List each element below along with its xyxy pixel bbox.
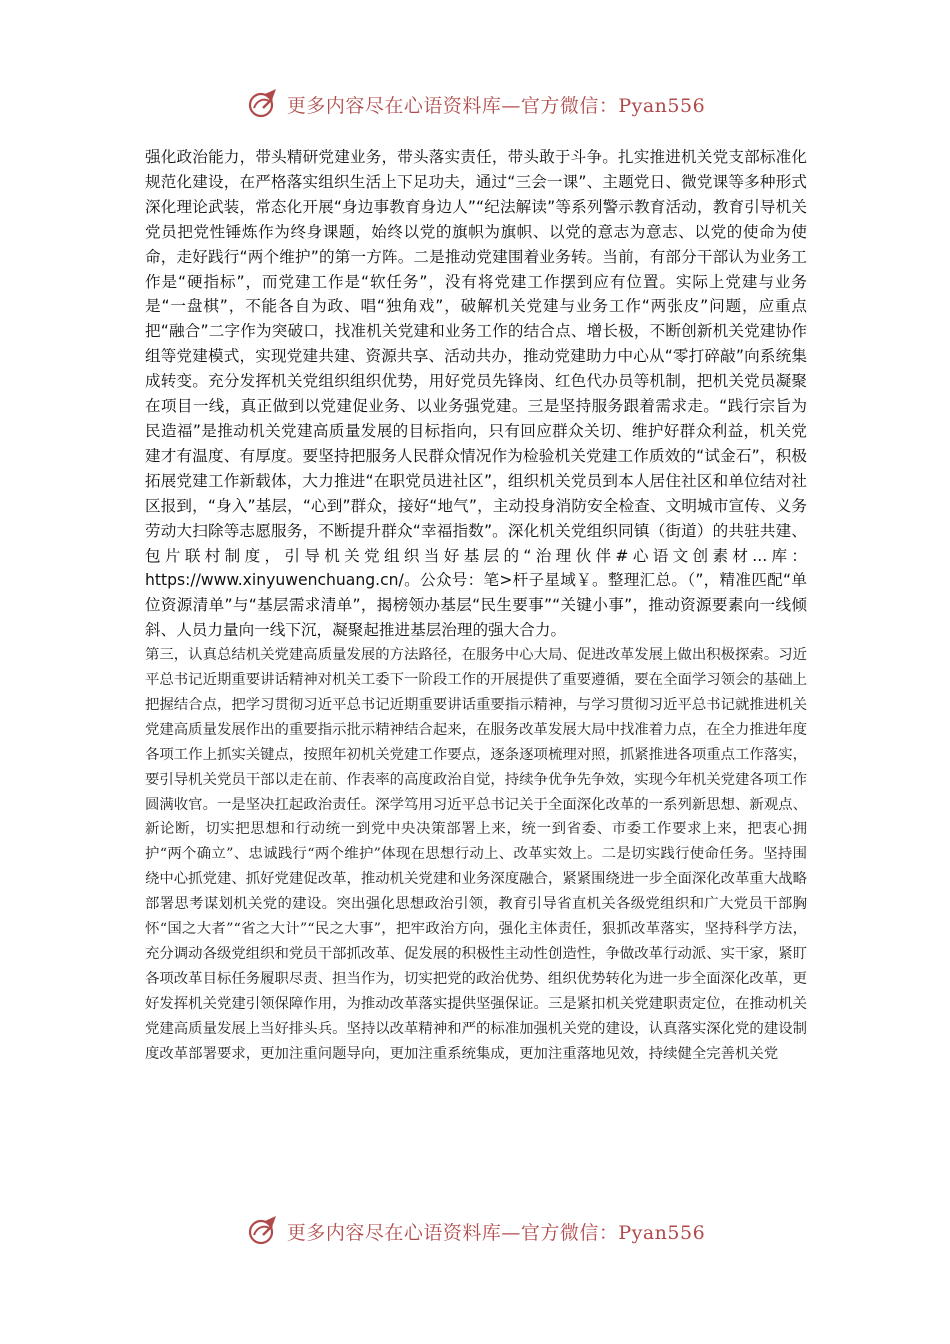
paragraph-party-building: 强化政治能力，带头精研党建业务，带头落实责任，带头敢于斗争。扎实推进机关党支部标准化规范化建设，在严格落实组织生活上下足功夫，通过“三会一课”、主题党日、微党课等多种形式深化理论武装，常态化开展“身边事教育身边人”“纪法解读”等系列警示教育活动，教育引导机关党员把党性锤炼作为终身课题，始终以党的旗帜为旗帜、以党的意志为意志、以党的使命为使命，走好践行“两个维护”的第一方阵。二是推动党建围着业务转。当前，有部分干部认为业务工作是“硬指标”，而党建工作是“软任务”，没有将党建工作摆到应有位置。实际上党建与业务是“一盘棋”，不能各自为政、唱“独角戏”，破解机关党建与业务工作“两张皮”问题，应重点把“融合”二字作为突破口，找准机关党建和业务工作的结合点、增长极，不断创新机关党建协作组等党建模式，实现党建共建、资源共享、活动共办，推动党建助力中心从“零打碎敲”向系统集成转变。充分发挥机关党组织组织优势，用好党员先锋岗、红色代办员等机制，把机关党员凝聚在项目一线，真正做到以党建促业务、以业务强党建。三是坚持服务跟着需求走。“践行宗旨为民造福”是推动机关党建高质量发展的目标指向，只有回应群众关切、维护好群众利益，机关党建才有温度、有厚度。要坚持把服务人民群众情况作为检验机关党建工作质效的“试金石”，积极拓展党建工作新载体，大力推进“在职党员进社区”，组织机关党员到本人居住社区和单位结对社区报到，“身入”基层，“心到”群众，接好“地气”，主动投身消防安全检查、文明城市宣传、义务劳动大扫除等志愿服务，不断提升群众“幸福指数”。深化机关党组织同镇（街道）的共驻共建、包片联村制度，引导机关党组织当好基层的“治理伙伴#心语文创素材...库：https://www.xinyuwenchuang.cn/。公众号：笔>杆子星域￥。整理汇总。（”，精准匹配“单位资源清单”与“基层需求清单”，揭榜领办基层“民生要事”“关键小事”，推动资源要素向一线倾斜、人员力量向一线下沉，凝聚起推进基层治理的强大合力。 [145, 148, 807, 640]
watermark-text: 更多内容尽在心语资料库—官方微信：Pyan556 [286, 94, 706, 117]
document-body [145, 145, 807, 1067]
watermark-text: 更多内容尽在心语资料库—官方微信：Pyan556 [286, 1221, 706, 1244]
footer-watermark [0, 1211, 950, 1251]
pen-swirl-logo-icon [245, 1213, 281, 1249]
pen-swirl-logo-icon [245, 86, 281, 122]
header-watermark [0, 84, 950, 124]
paragraph-third-section: 第三，认真总结机关党建高质量发展的方法路径，在服务中心大局、促进改革发展上做出积极探索。习近平总书记近期重要讲话精神对机关工委下一阶段工作的开展提供了重要遵循，要在全面学习领会的基础上把握结合点，把学习贯彻习近平总书记近期重要讲话重要指示精神，与学习贯彻习近平总书记就推进机关党建高质量发展作出的重要指示批示精神结合起来，在服务改革发展大局中找准着力点，在全力推进年度各项工作上抓实关键点，按照年初机关党建工作要点，逐条逐项梳理对照，抓紧推进各项重点工作落实，要引导机关党员干部以走在前、作表率的高度政治自觉，持续争优争先争效，实现今年机关党建各项工作圆满收官。一是坚决扛起政治责任。深学笃用习近平总书记关于全面深化改革的一系列新思想、新观点、新论断，切实把思想和行动统一到党中央决策部署上来，统一到省委、市委工作要求上来，把衷心拥护“两个确立”、忠诚践行“两个维护”体现在思想行动上、改革实效上。二是切实践行使命任务。坚持围绕中心抓党建、抓好党建促改革，推动机关党建和业务深度融合，紧紧围绕进一步全面深化改革重大战略部署思考谋划机关党的建设。突出强化思想政治引领，教育引导省直机关各级党组织和广大党员干部胸怀“国之大者”“省之大计”“民之大事”，把牢政治方向，强化主体责任，狠抓改革落实，坚持科学方法，充分调动各级党组织和党员干部抓改革、促发展的积极性主动性创造性，争做改革行动派、实干家，紧盯各项改革目标任务履职尽责、担当作为，切实把党的政治优势、组织优势转化为进一步全面深化改革，更好发挥机关党建引领保障作用，为推动改革落实提供坚强保证。三是紧扣机关党建职责定位，在推动机关党建高质量发展上当好排头兵。坚持以改革精神和严的标准加强机关党的建设，认真落实深化党的建设制度改革部署要求，更加注重问题导向，更加注重系统集成，更加注重落地见效，持续健全完善机关党 [145, 647, 807, 1062]
